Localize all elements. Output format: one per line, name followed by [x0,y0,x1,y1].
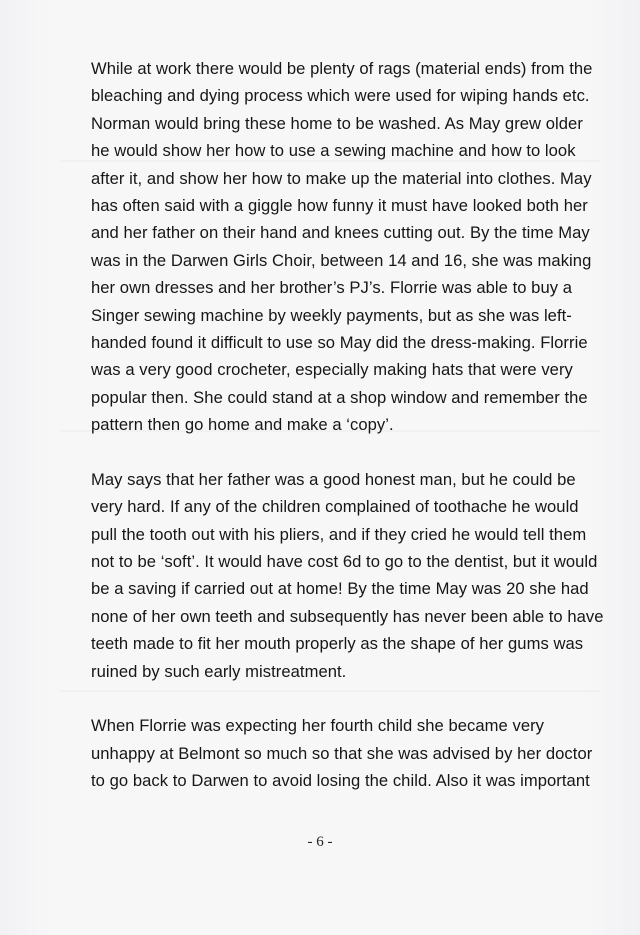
text-line: pattern then go home and make a ‘copy’. [91,415,394,435]
text-line: handed found it difficult to use so May did the dress-making. Florrie [91,332,588,352]
page-number: - 6 - [307,834,333,850]
text-line: May says that her father was a good honest man, but he could be [91,469,576,489]
text-line: pull the tooth out with his pliers, and if they cried he would tell them [91,524,587,544]
paragraph-gap [91,685,601,712]
paragraph-gap [91,438,601,465]
text-line: was a very good crocheter, especially making hats that were very [91,360,573,380]
text-line: unhappy at Belmont so much so that she was advised by her doctor [91,743,593,763]
text-line: not to be ‘soft’. It would have cost 6d to go to the dentist, but it would [91,552,598,572]
text-line: very hard. If any of the children complained of toothache he would [91,497,579,517]
paragraph-2 [91,466,604,685]
text-line: to go back to Darwen to avoid losing the child. Also it was important [91,771,590,791]
text-line: ruined by such early mistreatment. [91,661,347,681]
text-line: he would show her how to use a sewing machine and how to look [91,141,576,161]
text-line: popular then. She could stand at a shop window and remember the [91,387,588,407]
text-line: be a saving if carried out at home! By the time May was 20 she had [91,579,589,599]
body-text [91,55,604,795]
paragraph-1 [91,55,601,438]
text-line: When Florrie was expecting her fourth child she became very [91,716,545,736]
paragraph-3 [91,712,601,794]
text-line: was in the Darwen Girls Choir, between 14 and 16, she was making [91,250,592,270]
text-line: Norman would bring these home to be washed. As May grew older [91,113,583,133]
text-line: has often said with a giggle how funny it must have looked both her [91,195,588,215]
text-line: her own dresses and her brother’s PJ’s. Florrie was able to buy a [91,278,573,298]
text-line: bleaching and dying process which were used for wiping hands etc. [91,86,590,106]
text-line: While at work there would be plenty of rags (material ends) from the [91,59,593,78]
text-line: Singer sewing machine by weekly payments, but as she was left- [91,305,572,325]
text-line: and her father on their hand and knees cutting out. By the time May [91,223,590,243]
text-line: none of her own teeth and subsequently has never been able to have [91,606,604,626]
text-line: teeth made to fit her mouth properly as the shape of her gums was [91,634,584,654]
text-line: after it, and show her how to make up the material into clothes. May [91,168,592,188]
